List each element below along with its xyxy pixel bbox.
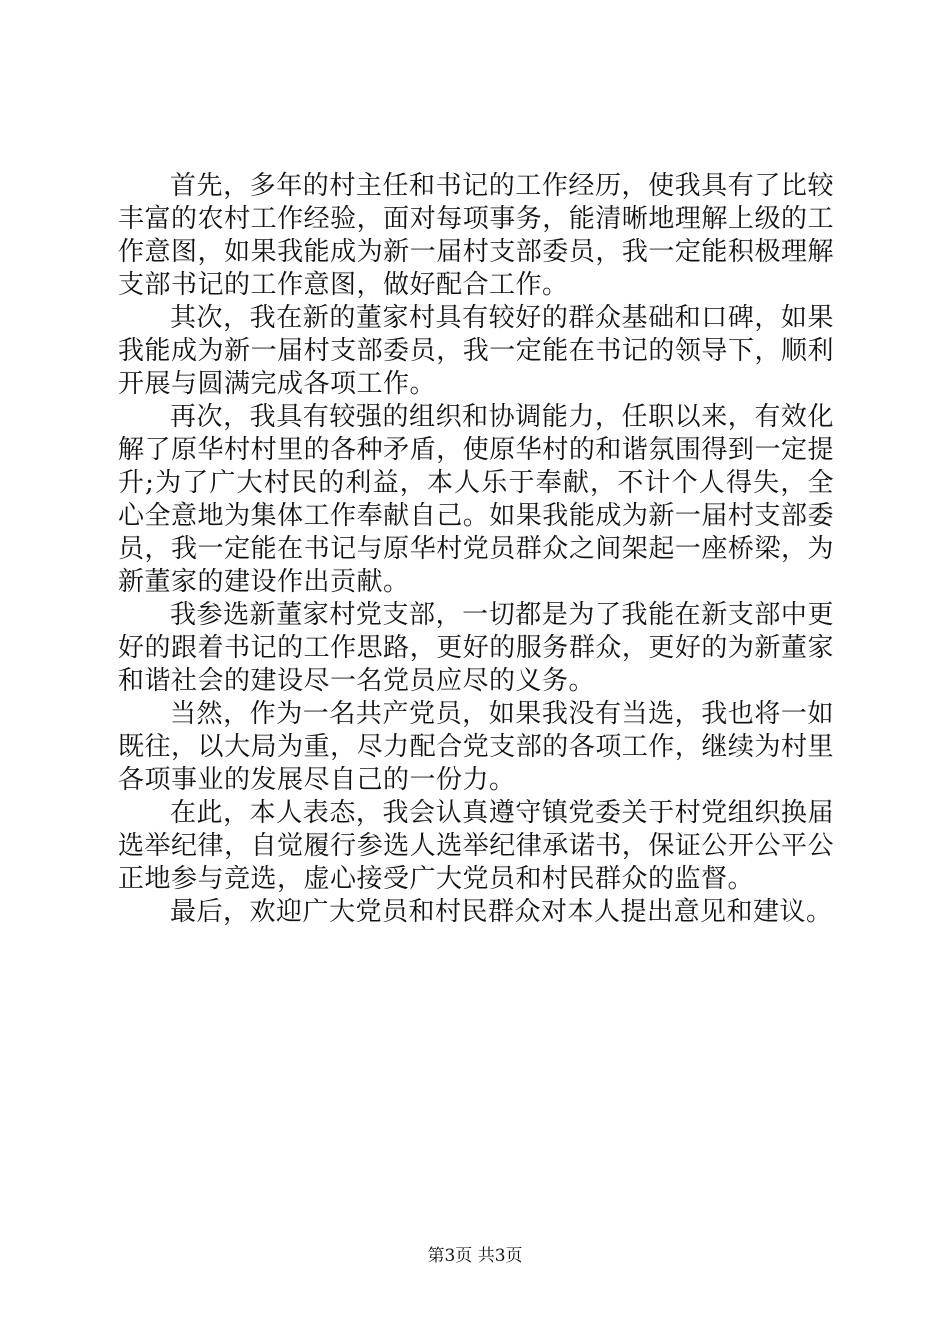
paragraph-7: 最后，欢迎广大党员和村民群众对本人提出意见和建议。 (170, 897, 833, 927)
document-body (118, 170, 834, 929)
paragraph-3: 再次，我具有较强的组织和协调能力，任职以来，有效化解了原华村村里的各种矛盾，使原华村的和谐氛围得到一定提升;为了广大村民的利益，本人乐于奉献，不计个人得失，全心全意地为集体工作奉献自己。如果我能成为新一届村支部委员，我一定能在书记与原华村党员群众之间架起一座桥梁，为新董家的建设作出贡献。 (118, 402, 834, 597)
paragraph-2: 其次，我在新的董家村具有较好的群众基础和口碑，如果我能成为新一届村支部委员，我一定能在书记的领导下，顺利开展与圆满完成各项工作。 (118, 303, 834, 399)
page-number-footer: 第3页 共3页 (427, 1246, 523, 1266)
paragraph-6: 在此，本人表态，我会认真遵守镇党委关于村党组织换届选举纪律，自觉履行参选人选举纪律承诺书，保证公开公平公正地参与竞选，虚心接受广大党员和村民群众的监督。 (118, 798, 834, 894)
paragraph-5: 当然，作为一名共产党员，如果我没有当选，我也将一如既往，以大局为重，尽力配合党支部的各项工作，继续为村里各项事业的发展尽自己的一份力。 (118, 699, 834, 795)
paragraph-1: 首先，多年的村主任和书记的工作经历，使我具有了比较丰富的农村工作经验，面对每项事务，能清晰地理解上级的工作意图，如果我能成为新一届村支部委员，我一定能积极理解支部书记的工作意图，做好配合工作。 (118, 171, 834, 300)
paragraph-4: 我参选新董家村党支部，一切都是为了我能在新支部中更好的跟着书记的工作思路，更好的服务群众，更好的为新董家和谐社会的建设尽一名党员应尽的义务。 (118, 600, 834, 696)
